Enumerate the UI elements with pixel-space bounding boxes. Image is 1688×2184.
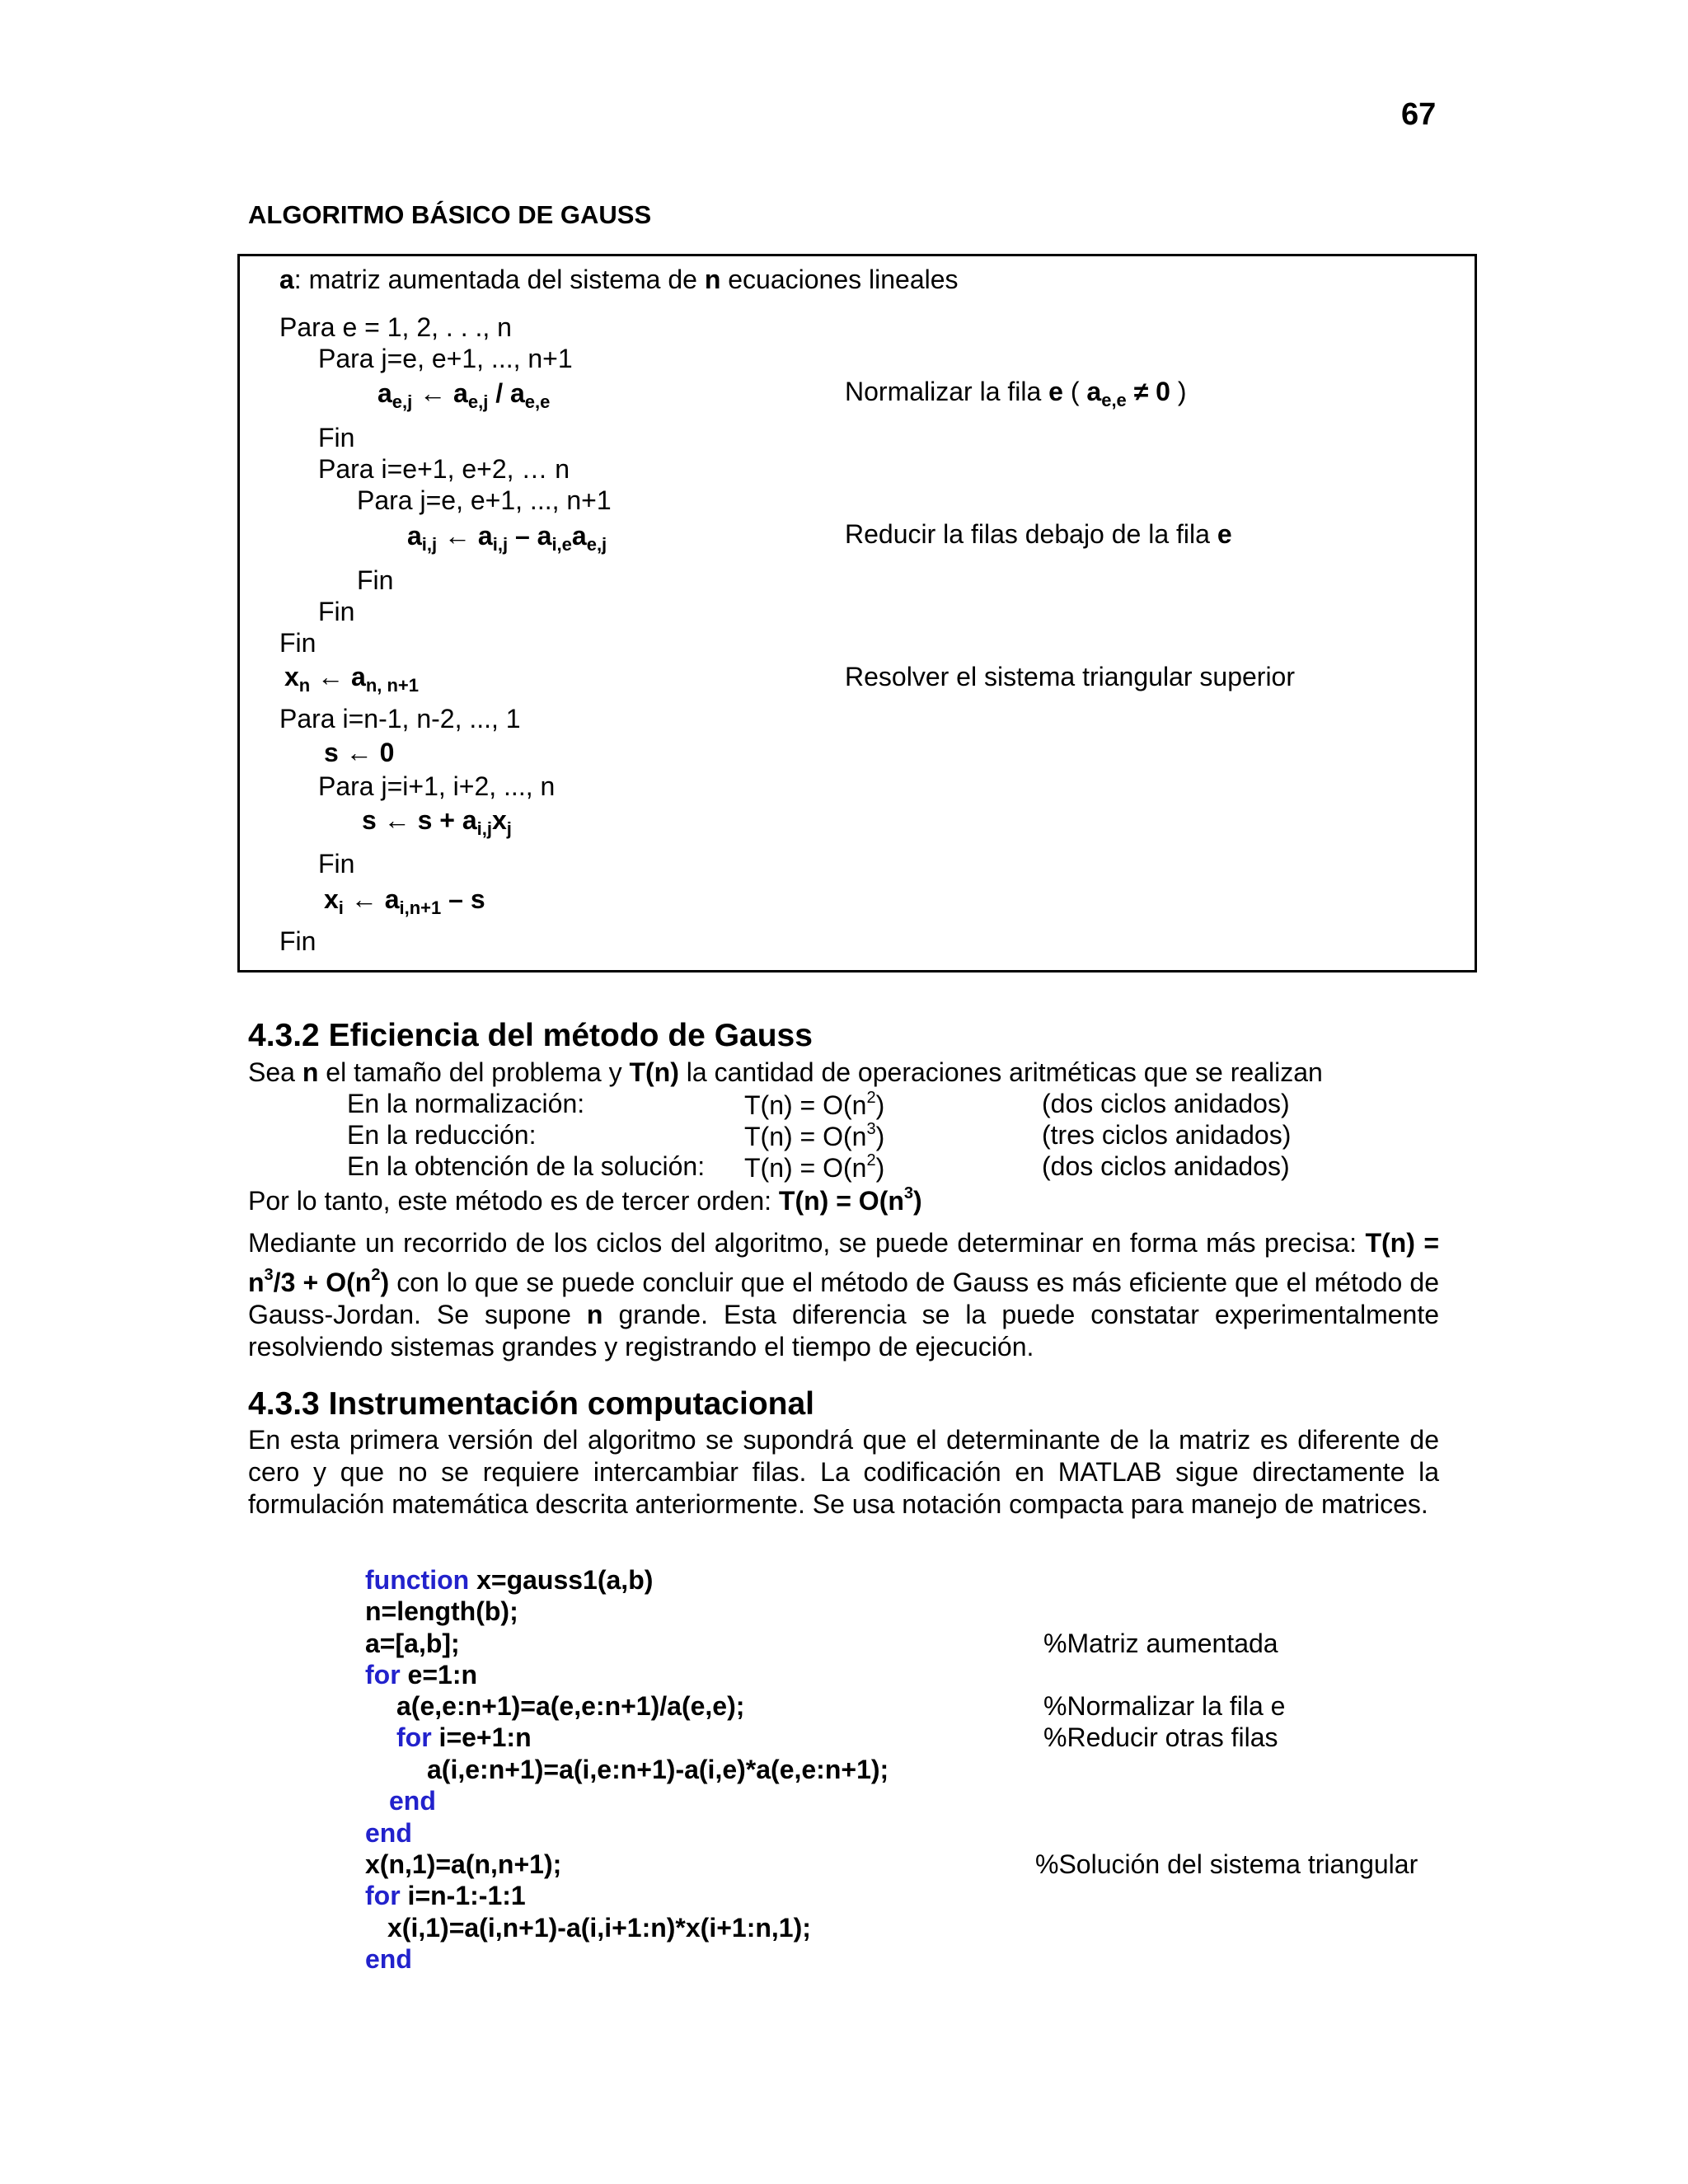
alg-line-9: Fin — [318, 597, 355, 626]
row-solution-note: (dos ciclos anidados) — [1042, 1151, 1290, 1181]
code-line-12: x(i,1)=a(i,n+1)-a(i,i+1:n)*x(i+1:n,1); — [387, 1913, 811, 1943]
p3exp1: 3 — [264, 1266, 274, 1284]
alg-line-14: Para j=i+1, i+2, ..., n — [318, 771, 556, 801]
alg-comment-normalize — [845, 377, 1186, 411]
alg-line-15 — [362, 805, 512, 840]
code-line-5: a(e,e:n+1)=a(e,e:n+1)/a(e,e); — [396, 1691, 745, 1721]
intro-mid: : matriz aumentada del sistema de — [293, 265, 705, 294]
c1-paren: ( — [1062, 377, 1087, 406]
l15-x: x — [491, 805, 507, 835]
section-432-order — [248, 1184, 922, 1216]
alg-line-1: Para e = 1, 2, . . ., n — [279, 312, 512, 342]
l7-a: a — [407, 521, 422, 551]
intro-n: n — [704, 265, 721, 294]
l7-c: – a — [508, 521, 552, 551]
l7-sub4: e,j — [586, 534, 607, 555]
section-432-paragraph — [248, 1227, 1439, 1363]
kw-for-3: for — [365, 1881, 401, 1910]
c1-e: e — [1048, 377, 1063, 406]
code-1-rest: x=gauss1(a,b) — [469, 1565, 654, 1595]
c1-sub: e,e — [1101, 390, 1127, 410]
alg-line-18: Fin — [279, 926, 316, 956]
alg-line-12: Para i=n-1, n-2, ..., 1 — [279, 704, 521, 733]
p3c: /3 + O(n — [273, 1268, 372, 1297]
kw-function: function — [365, 1565, 470, 1595]
row-normalization-complexity — [744, 1089, 884, 1121]
l11-sub2: n, n+1 — [365, 675, 420, 696]
algorithm-box — [237, 254, 1477, 972]
p3b: T(n) = n — [248, 1228, 1440, 1297]
l7-sub1: i,j — [421, 534, 438, 555]
p3exp2: 2 — [371, 1266, 381, 1284]
p1b: el tamaño del problema y — [318, 1057, 630, 1087]
l17-c: – s — [441, 884, 485, 914]
row-normalization-note: (dos ciclos anidados) — [1042, 1089, 1290, 1118]
l15-sub2: j — [506, 818, 512, 839]
alg-line-3 — [377, 378, 550, 413]
l7-sub3: i,e — [551, 534, 572, 555]
alg-line-3-a: a — [377, 378, 392, 408]
code-line-7: a(i,e:n+1)=a(i,e:n+1)-a(i,e)*a(e,e:n+1); — [427, 1755, 889, 1784]
l11-x: x — [284, 662, 299, 691]
page-number: 67 — [1401, 97, 1437, 132]
c1-close: ) — [1170, 377, 1187, 406]
c1-text: Normalizar la fila — [845, 377, 1049, 406]
row1-close: ) — [875, 1122, 885, 1151]
p1t: T(n) — [629, 1057, 679, 1087]
alg-line-8: Fin — [357, 565, 394, 595]
section-432-heading: 4.3.2 Eficiencia del método de Gauss — [248, 1018, 813, 1053]
code-comment-5: %Normalizar la fila e — [1043, 1691, 1286, 1721]
code-comment-6: %Reducir otras filas — [1043, 1722, 1278, 1752]
kw-for-1: for — [365, 1660, 401, 1690]
code-comment-3: %Matriz aumentada — [1043, 1629, 1278, 1658]
l7-d: a — [571, 521, 587, 551]
row-solution-complexity — [744, 1151, 884, 1183]
p2b: T(n) = O(n — [778, 1186, 904, 1216]
alg-line-13: s ← 0 — [324, 738, 395, 767]
alg-line-3-sub1: e,j — [392, 391, 413, 412]
row0-close: ) — [875, 1090, 885, 1120]
c1-neq: ≠ 0 — [1126, 377, 1170, 406]
l17-x: x — [324, 884, 339, 914]
code-4-rest: e=1:n — [400, 1660, 478, 1690]
alg-line-17 — [324, 884, 485, 919]
code-line-13: end — [365, 1944, 412, 1974]
code-line-10: x(n,1)=a(n,n+1); — [365, 1849, 562, 1879]
code-line-2: n=length(b); — [365, 1596, 518, 1626]
alg-line-3-b: ← a — [412, 378, 468, 408]
l11-sub1: n — [298, 675, 311, 696]
alg-line-3-c: / a — [488, 378, 525, 408]
p1a: Sea — [248, 1057, 302, 1087]
p1c: la cantidad de operaciones aritméticas que se realizan — [678, 1057, 1323, 1087]
p2exp: 3 — [903, 1184, 914, 1202]
l17-sub2: i,n+1 — [399, 898, 442, 918]
section-432-intro — [248, 1057, 1323, 1088]
code-line-6 — [396, 1722, 532, 1753]
p2c: ) — [913, 1186, 922, 1216]
c1-a: a — [1086, 377, 1102, 406]
row2-close: ) — [875, 1153, 885, 1183]
alg-line-10: Fin — [279, 628, 316, 658]
alg-comment-solve: Resolver el sistema triangular superior — [845, 662, 1295, 691]
row0-exp: 2 — [866, 1089, 876, 1107]
row-normalization-label: En la normalización: — [347, 1089, 585, 1118]
l17-sub1: i — [338, 898, 344, 918]
alg-line-4: Fin — [318, 423, 355, 452]
code-6-rest: i=e+1:n — [431, 1722, 532, 1752]
code-line-11 — [365, 1881, 526, 1911]
kw-for-2: for — [396, 1722, 432, 1752]
p3d: ) — [380, 1268, 390, 1297]
row1-t: T(n) = O(n — [744, 1122, 867, 1151]
alg-line-16: Fin — [318, 849, 355, 879]
p3a: Mediante un recorrido de los ciclos del algoritmo, se puede determinar en forma más precisa: — [248, 1228, 1366, 1258]
alg-line-5: Para i=e+1, e+2, … n — [318, 454, 570, 484]
section-433-paragraph: En esta primera versión del algoritmo se supondrá que el determinante de la matriz es diferente de cero y que no se requiere intercambiar filas. La codificación en MATLAB sigue directamente la formulación matemática descrita anteriormente. Se usa notación compacta para manejo de matrices. — [248, 1425, 1439, 1519]
intro-end: ecuaciones lineales — [720, 265, 959, 294]
c2-text: Reducir la filas debajo de la fila — [845, 519, 1217, 549]
l11-b: ← a — [310, 662, 366, 691]
alg-line-3-sub3: e,e — [524, 391, 551, 412]
p2a: Por lo tanto, este método es de tercer orden: — [248, 1186, 779, 1216]
alg-line-6: Para j=e, e+1, ..., n+1 — [357, 485, 612, 515]
code-line-1 — [365, 1565, 653, 1596]
row2-exp: 2 — [866, 1151, 876, 1169]
algorithm-title: ALGORITMO BÁSICO DE GAUSS — [248, 200, 652, 229]
p3f: grande. Esta diferencia se la puede constatar experimentalmente resolviendo sistemas grandes y registrando el tiempo de ejecución. — [248, 1300, 1440, 1361]
code-line-4 — [365, 1660, 477, 1690]
code-line-3: a=[a,b]; — [365, 1629, 460, 1658]
l15-sub1: i,j — [476, 818, 492, 839]
l7-sub2: i,j — [492, 534, 509, 555]
l15-a: s ← s + a — [362, 805, 477, 835]
row-solution-label: En la obtención de la solución: — [347, 1151, 706, 1181]
alg-line-3-sub2: e,j — [467, 391, 489, 412]
l7-b: ← a — [437, 521, 493, 551]
p3e: con lo que se puede concluir que el método de Gauss es más eficiente que el método de Gauss-Jordan. Se supone — [248, 1268, 1440, 1329]
code-line-8: end — [389, 1786, 436, 1816]
row-reduction-label: En la reducción: — [347, 1120, 537, 1150]
row0-t: T(n) = O(n — [744, 1090, 867, 1120]
algorithm-intro — [279, 265, 959, 295]
alg-comment-reduce — [845, 519, 1232, 550]
alg-line-11 — [284, 662, 419, 696]
row-reduction-complexity — [744, 1120, 884, 1152]
code-11-rest: i=n-1:-1:1 — [400, 1881, 526, 1910]
p1n: n — [302, 1057, 319, 1087]
code-comment-10: %Solución del sistema triangular — [1035, 1849, 1418, 1879]
section-433-heading: 4.3.3 Instrumentación computacional — [248, 1386, 814, 1422]
alg-line-7 — [407, 521, 607, 555]
row2-t: T(n) = O(n — [744, 1153, 867, 1183]
intro-a: a — [279, 265, 294, 294]
row-reduction-note: (tres ciclos anidados) — [1042, 1120, 1292, 1150]
l17-b: ← a — [343, 884, 400, 914]
alg-line-2: Para j=e, e+1, ..., n+1 — [318, 344, 573, 373]
c2-e: e — [1217, 519, 1232, 549]
code-line-9: end — [365, 1818, 412, 1848]
row1-exp: 3 — [866, 1120, 876, 1138]
p3n: n — [586, 1300, 603, 1329]
